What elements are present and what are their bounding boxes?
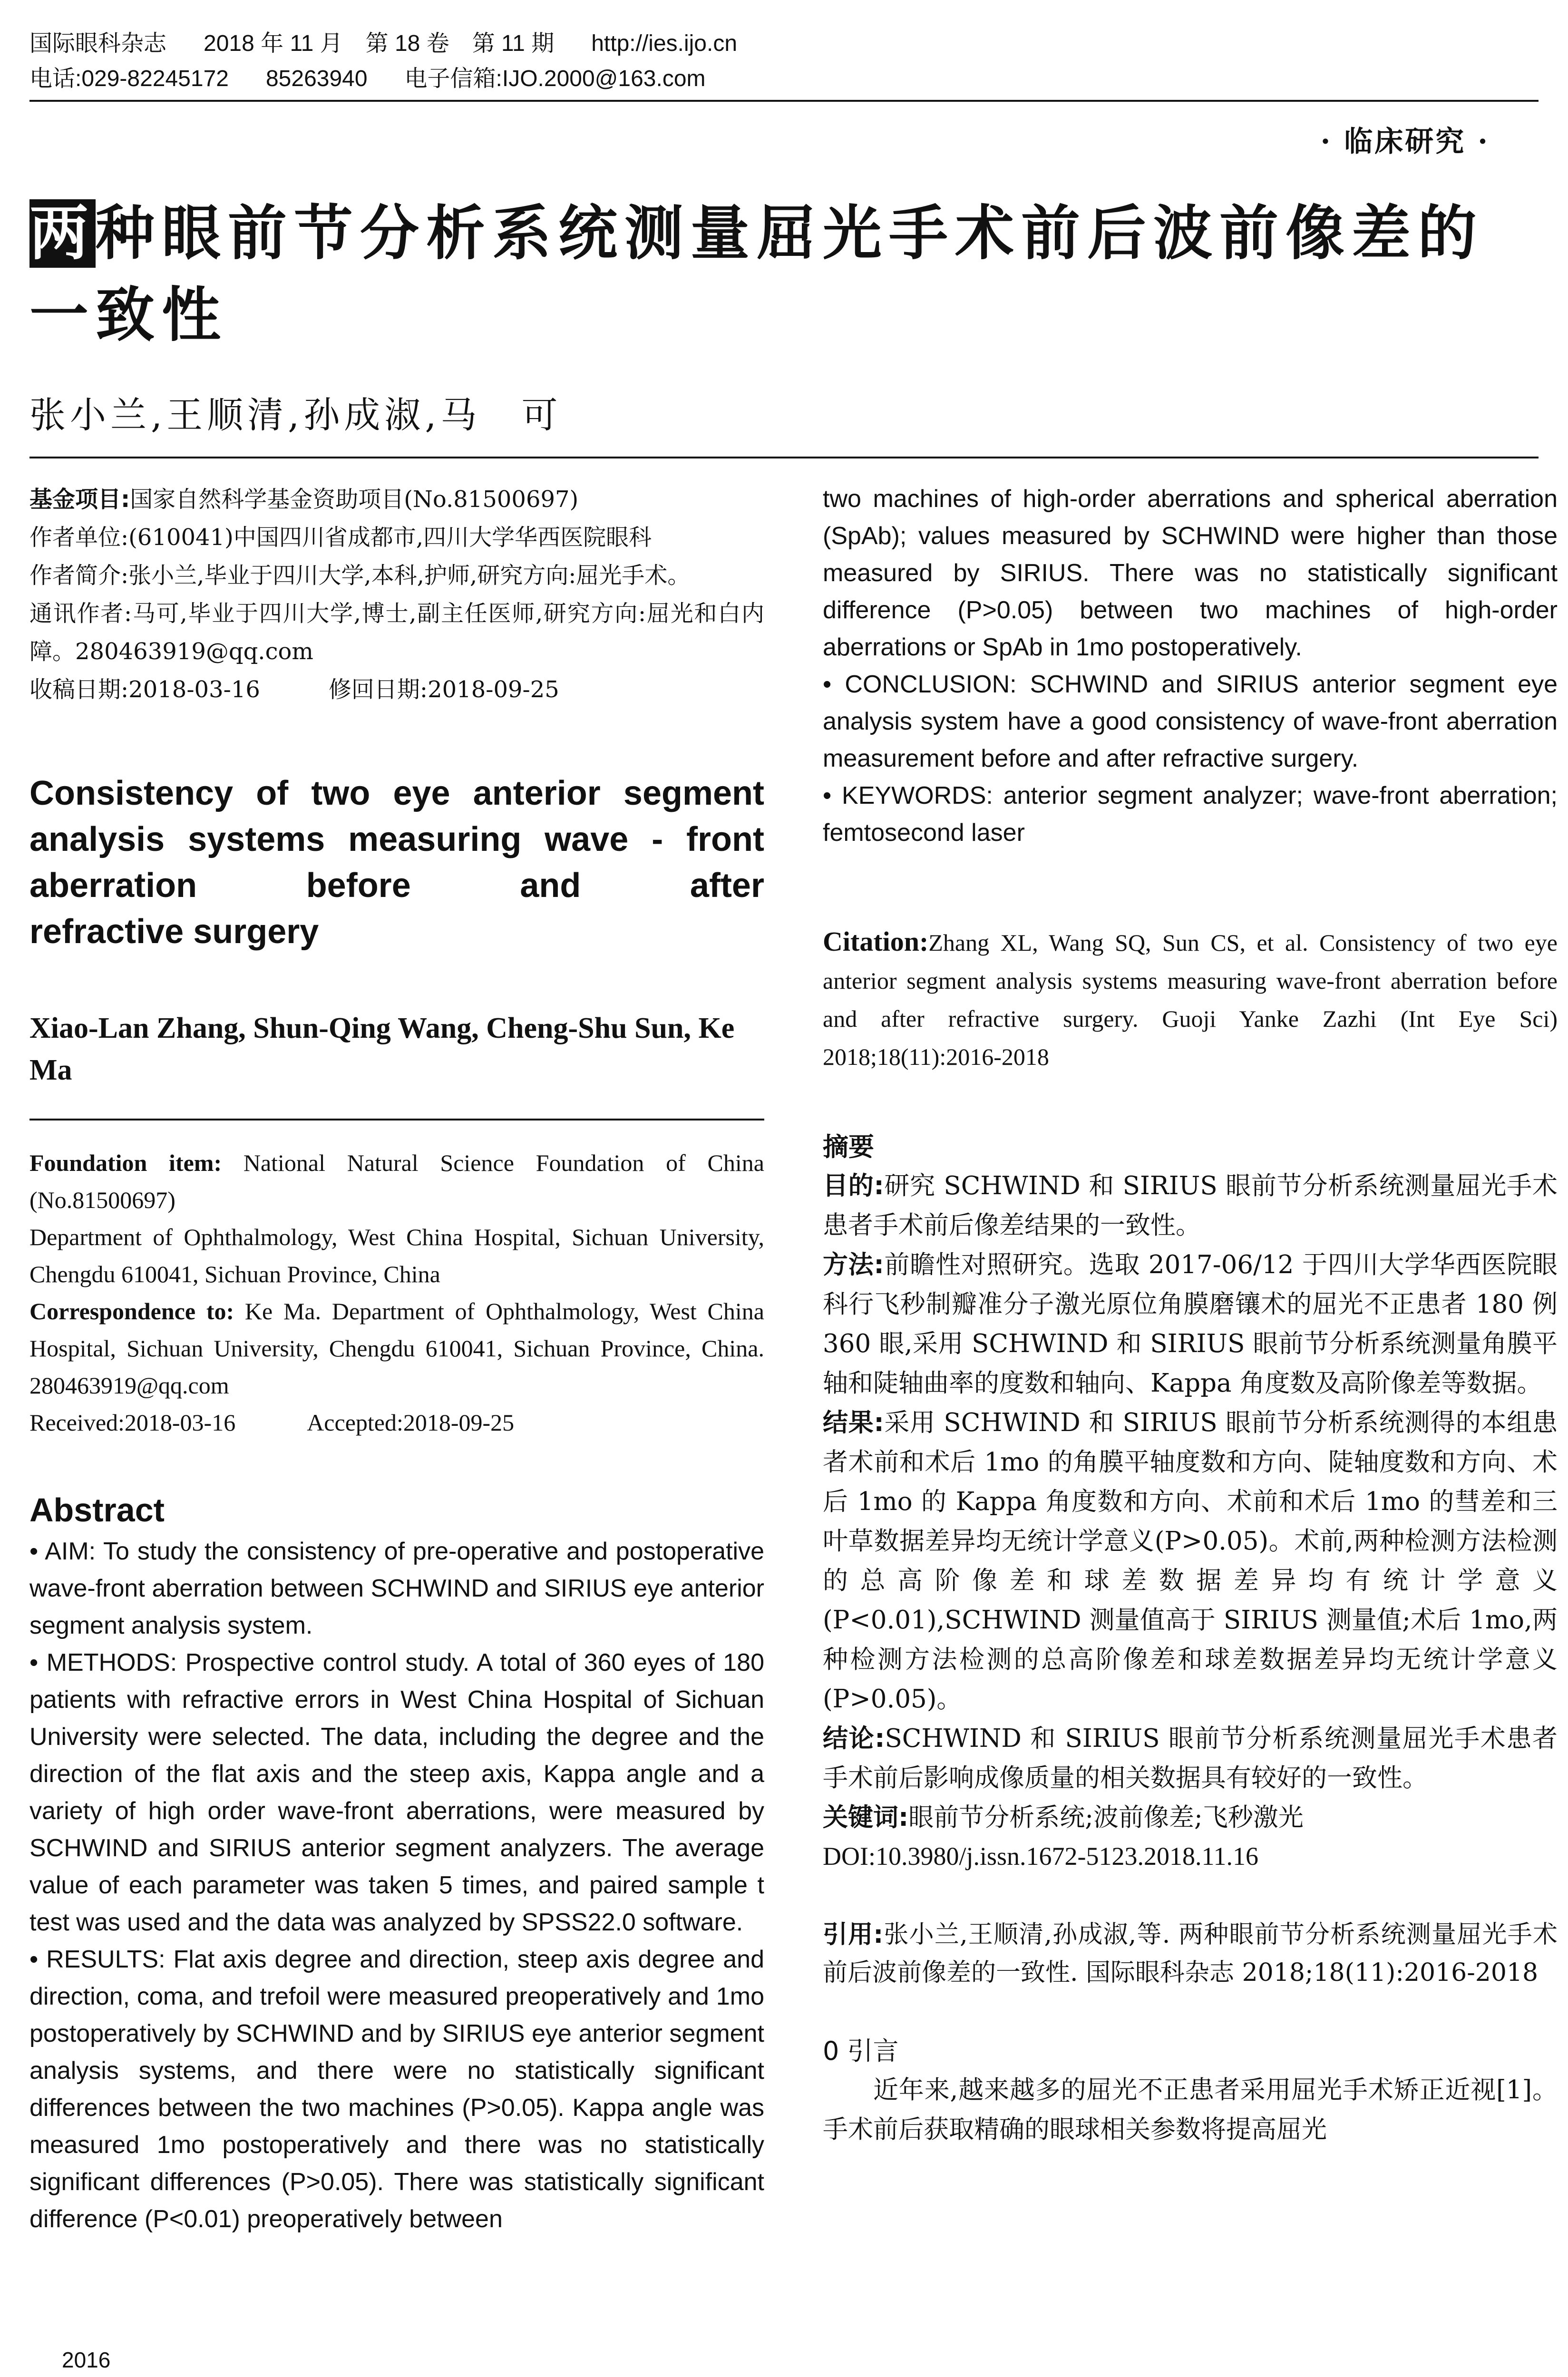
citation-label: Citation: (823, 926, 929, 957)
zh-label: 目的: (823, 1171, 884, 1200)
meta-text: 国家自然科学基金资助项目(No.81500697) (130, 486, 579, 513)
zh-text: 采用 SCHWIND 和 SIRIUS 眼前节分析系统测得的本组患者术前和术后 1mo 的角膜平轴度数和方向、陡轴度数和方向、术后 1mo 的 Kappa 角度数和方向、术前和术后 1mo 的彗差和三叶草数据差异均无统计学意义(P>0.05)。术前,两种检测方法检测的总高阶像差和球差数据差异均有统计学意义(P<0.01),SCHWIND 测量值高于 SIRIUS 测量值;术后 1mo,两种检测方法检测的总高阶像差和球差数据差异均无统计学意义(P>0.05)。 (823, 1408, 1558, 1714)
meta-en-correspondence (29, 1293, 764, 1404)
meta-en-dates: Received:2018-03-16 Accepted:2018-09-25 (29, 1409, 515, 1436)
meta-cn-funding (29, 480, 764, 518)
zh-results (823, 1403, 1558, 1719)
meta-label: Foundation item: (29, 1150, 222, 1176)
journal-email[interactable]: 电子信箱:IJO.2000@163.com (404, 66, 706, 91)
meta-cn-correspondence: 通讯作者:马可,毕业于四川大学,博士,副主任医师,研究方向:屈光和白内障。280463919@qq.com (29, 600, 764, 665)
zh-text: 前瞻性对照研究。选取 2017-06/12 于四川大学华西医院眼科行飞秒制瓣准分子激光原位角膜磨镶术的屈光不正患者 180 例 360 眼,采用 SCHWIND 和 SIRIUS 眼前节分析系统测量角膜平轴和陡轴曲率的度数和轴向、Kappa 角度数及高阶像差等数据。 (823, 1250, 1558, 1398)
citation-cn-text: 张小兰,王顺清,孙成淑,等. 两种眼前节分析系统测量屈光手术前后波前像差的一致性. 国际眼科杂志 2018;18(11):2016-2018 (823, 1920, 1558, 1987)
issue-info: 2018 年 11 月 第 18 卷 第 11 期 (204, 31, 555, 56)
intro-text: 近年来,越来越多的屈光不正患者采用屈光手术矫正近视[1]。手术前后获取精确的眼球相关参数将提高屈光 (823, 2075, 1558, 2144)
header-line-2 (29, 65, 743, 93)
abstract-heading: Abstract (29, 1491, 165, 1529)
abstract-conclusion: • CONCLUSION: SCHWIND and SIRIUS anterior segment eye analysis system have a good consistency of wave-front aberration measurement before and after refractive surgery. (823, 671, 1558, 772)
page-number: 2016 (62, 2348, 111, 2372)
citation (823, 923, 1558, 1076)
meta-cn-dates: 收稿日期:2018-03-16 修回日期:2018-09-25 (29, 676, 559, 703)
authors-en: Xiao-Lan Zhang, Shun-Qing Wang, Cheng-Shu Sun, Ke Ma (29, 1012, 735, 1086)
zh-keywords (823, 1798, 1558, 1837)
meta-cn (29, 480, 764, 709)
zh-label: 关键词: (823, 1803, 909, 1832)
abstract-methods: • METHODS: Prospective control study. A total of 360 eyes of 180 patients with refractive errors in West China Hospital of Sichuan University were selected. The data, including the degree and the direction of the flat axis and the steep axis, Kappa angle and a variety of high order wave-front aberrations, were measured by SCHWIND and SIRIUS anterior segment analyzers. The average value of each parameter was taken 5 times, and paired sample t test was used and the data was analyzed by SPSS22.0 software. (29, 1649, 764, 1936)
zh-text: SCHWIND 和 SIRIUS 眼前节分析系统测量屈光手术患者手术前后影响成像质量的相关数据具有较好的一致性。 (823, 1724, 1558, 1792)
title-rule (29, 457, 1539, 458)
meta-text: Ke Ma. Department of Ophthalmology, West China Hospital, Sichuan University, Chengdu 610041, Sichuan Province, China. 280463919@qq.com (29, 1298, 764, 1399)
meta-en-department: Department of Ophthalmology, West China Hospital, Sichuan University, Chengdu 610041, Sichuan Province, China (29, 1224, 764, 1287)
phone-2: 85263940 (265, 66, 368, 91)
meta-text: National Natural Science Foundation of China (No.81500697) (29, 1150, 764, 1213)
abstract-results: • RESULTS: Flat axis degree and direction, steep axis degree and direction, coma, and trefoil were measured preoperatively and 1mo postoperatively by SCHWIND and by SIRIUS eye anterior segment analysis systems, and there were no statistically significant differences between the two machines (P>0.05). Kappa angle was measured 1mo postoperatively and there was no statistically significant differences (P>0.05). There was statistically significant difference (P<0.01) preoperatively between (29, 1946, 764, 2233)
title-rest: 种眼前节分析系统测量屈光手术前后波前像差的一致性 (29, 199, 1484, 350)
abstract-results-cont: two machines of high-order aberrations and spherical aberration (SpAb); values measured by SCHWIND were higher than those measured by SIRIUS. There was no statistically significant difference (P>0.05) between two machines of high-order aberrations or SpAb in 1mo postoperatively. (823, 485, 1558, 661)
right-column (823, 480, 1558, 2149)
zh-label: 方法: (823, 1250, 884, 1279)
left-column (29, 480, 764, 2238)
meta-label: 基金项目: (29, 486, 130, 513)
article-title-en-last: refractive surgery (29, 913, 319, 951)
authors-cn: 张小兰,王顺清,孙成淑,马 可 (29, 394, 562, 436)
zh-label: 结论: (823, 1724, 885, 1753)
section-label: · 临床研究 · (1320, 125, 1490, 158)
article-title-cn (29, 193, 1537, 356)
zh-aim (823, 1166, 1558, 1245)
meta-label: Correspondence to: (29, 1298, 234, 1325)
journal-name: 国际眼科杂志 (29, 31, 167, 56)
citation-cn-label: 引用: (823, 1920, 884, 1949)
zh-abstract-heading: 摘要 (823, 1132, 874, 1162)
zh-label: 结果: (823, 1408, 884, 1437)
citation-cn (823, 1916, 1558, 1992)
journal-url[interactable]: http://ies.ijo.cn (591, 31, 738, 56)
header-rule (29, 100, 1539, 102)
meta-en-foundation (29, 1144, 764, 1218)
meta-cn-affiliation: 作者单位:(610041)中国四川省成都市,四川大学华西医院眼科 (29, 524, 652, 551)
article-title-en: Consistency of two eye anterior segment analysis systems measuring wave - front aberration before and after (29, 774, 764, 905)
citation-text: Zhang XL, Wang SQ, Sun CS, et al. Consistency of two eye anterior segment analysis systems measuring wave-front aberration before and after refractive surgery. Guoji Yanke Zazhi (Int Eye Sci) 2018;18(11):2016-2018 (823, 929, 1558, 1070)
header-line-1 (29, 29, 774, 58)
meta-cn-bio: 作者简介:张小兰,毕业于四川大学,本科,护师,研究方向:屈光手术。 (29, 562, 691, 589)
abstract-aim: • AIM: To study the consistency of pre-operative and postoperative wave-front aberration between SCHWIND and SIRIUS eye anterior segment analysis system. (29, 1538, 764, 1639)
intro-heading: 0 引言 (823, 2036, 899, 2066)
title-initial: 两 (29, 199, 96, 268)
zh-text: 研究 SCHWIND 和 SIRIUS 眼前节分析系统测量屈光手术患者手术前后像差结果的一致性。 (823, 1171, 1558, 1240)
zh-methods (823, 1245, 1558, 1403)
doi[interactable]: DOI:10.3980/j.issn.1672-5123.2018.11.16 (823, 1842, 1258, 1870)
abstract-keywords: • KEYWORDS: anterior segment analyzer; wave-front aberration; femtosecond laser (823, 782, 1558, 847)
phone: 电话:029-82245172 (29, 66, 229, 91)
authors-rule (29, 1119, 764, 1120)
zh-text: 眼前节分析系统;波前像差;飞秒激光 (908, 1803, 1304, 1832)
zh-conclusion (823, 1719, 1558, 1798)
